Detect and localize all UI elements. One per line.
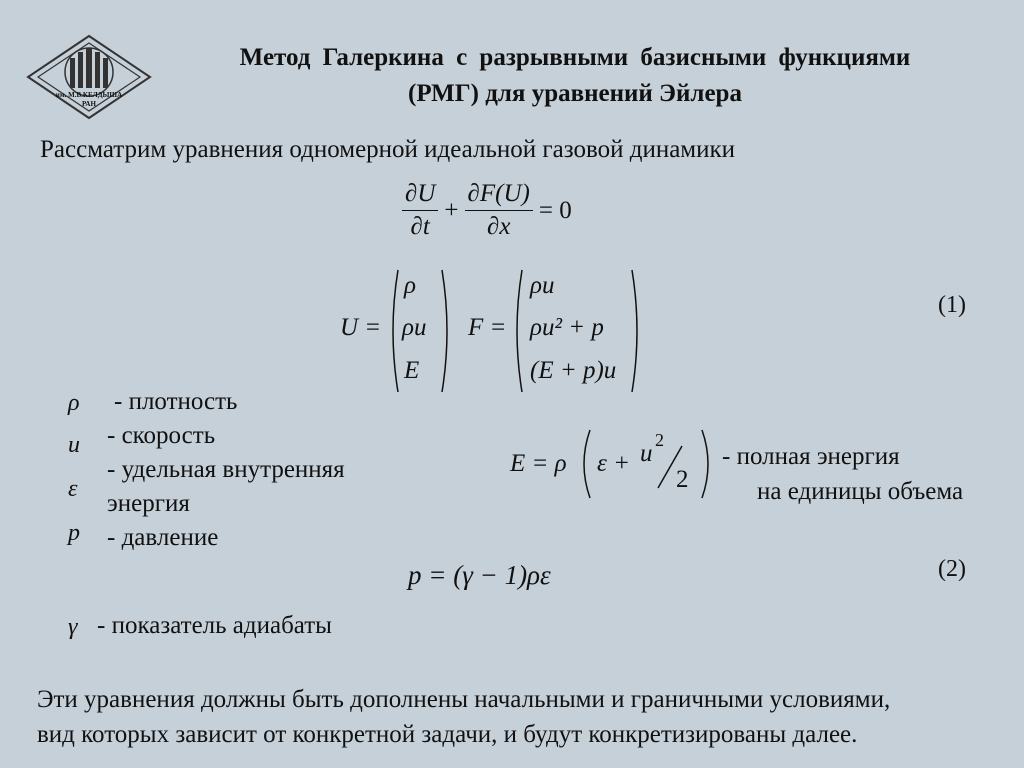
institute-logo [26, 34, 152, 120]
legend-text-velocity: - скорость [107, 422, 216, 449]
logo-bottom-text: им. М.В.КЕЛДЫША [55, 91, 123, 99]
vector-F-row-3: (E + p)u [530, 357, 617, 384]
energy-denominator: 2 [676, 466, 689, 493]
vector-U-row-3: E [404, 357, 420, 384]
logo-org-text: РАН [82, 100, 96, 108]
footer-line-1: Эти уравнения должны быть дополнены начальными и граничными условиями, [37, 686, 891, 713]
energy-superscript: 2 [655, 430, 664, 450]
energy-description-2: на единицы объема [757, 478, 964, 505]
title-line-1: Метод Галеркина с разрывными базисными функциями [239, 44, 911, 71]
page-title [180, 40, 970, 112]
legend-text-internal-energy: - удельная внутренняя [107, 456, 345, 483]
legend-text-pressure: - давление [107, 524, 219, 551]
plus-sign: + [444, 196, 459, 224]
legend-text-energy-cont: энергия [107, 490, 190, 517]
legend-symbol-rho: ρ [68, 390, 80, 416]
legend-symbol-epsilon: ε [68, 476, 78, 502]
energy-description-1: - полная энергия [722, 443, 900, 470]
title-line-2: (РМГ) для уравнений Эйлера [408, 80, 742, 107]
frac2-numerator: ∂F(U) [465, 180, 533, 211]
vector-U-label: U = [340, 314, 382, 341]
equation-number-1: (1) [938, 292, 966, 318]
vector-F-label: F = [468, 314, 507, 341]
vector-F-row-1: ρu [530, 272, 555, 299]
vector-U-row-2: ρu [402, 314, 427, 341]
vector-U-row-1: ρ [404, 272, 416, 299]
equation-number-2: (2) [938, 556, 966, 582]
legend-symbol-p: p [68, 520, 80, 546]
frac1-denominator: ∂t [410, 213, 430, 240]
footer-line-2: вид которых зависит от конкретной задачи, и будут конкретизированы далее. [37, 721, 858, 748]
frac2-denominator: ∂x [486, 213, 511, 240]
frac1-numerator: ∂U [402, 180, 438, 211]
vector-F-row-2: ρu² + p [530, 314, 604, 341]
energy-eps-term: ε + [597, 450, 630, 477]
gamma-symbol: γ [68, 614, 78, 640]
fraction-dF-dx [465, 180, 533, 241]
footer-text [37, 682, 890, 752]
energy-u-term: u [640, 440, 653, 467]
legend-symbol-u: u [68, 432, 80, 458]
intro-text: Рассматрим уравнения одномерной идеальной газовой динамики [40, 136, 736, 163]
legend-text-density: - плотность [114, 388, 238, 415]
main-equation [402, 180, 572, 241]
equation-rhs: = 0 [538, 196, 572, 224]
fraction-dU-dt [402, 180, 438, 241]
energy-formula-left: E = ρ [510, 450, 567, 477]
gamma-description: - показатель адиабаты [97, 612, 332, 639]
eos-formula: p = (γ − 1)ρε [408, 560, 551, 590]
